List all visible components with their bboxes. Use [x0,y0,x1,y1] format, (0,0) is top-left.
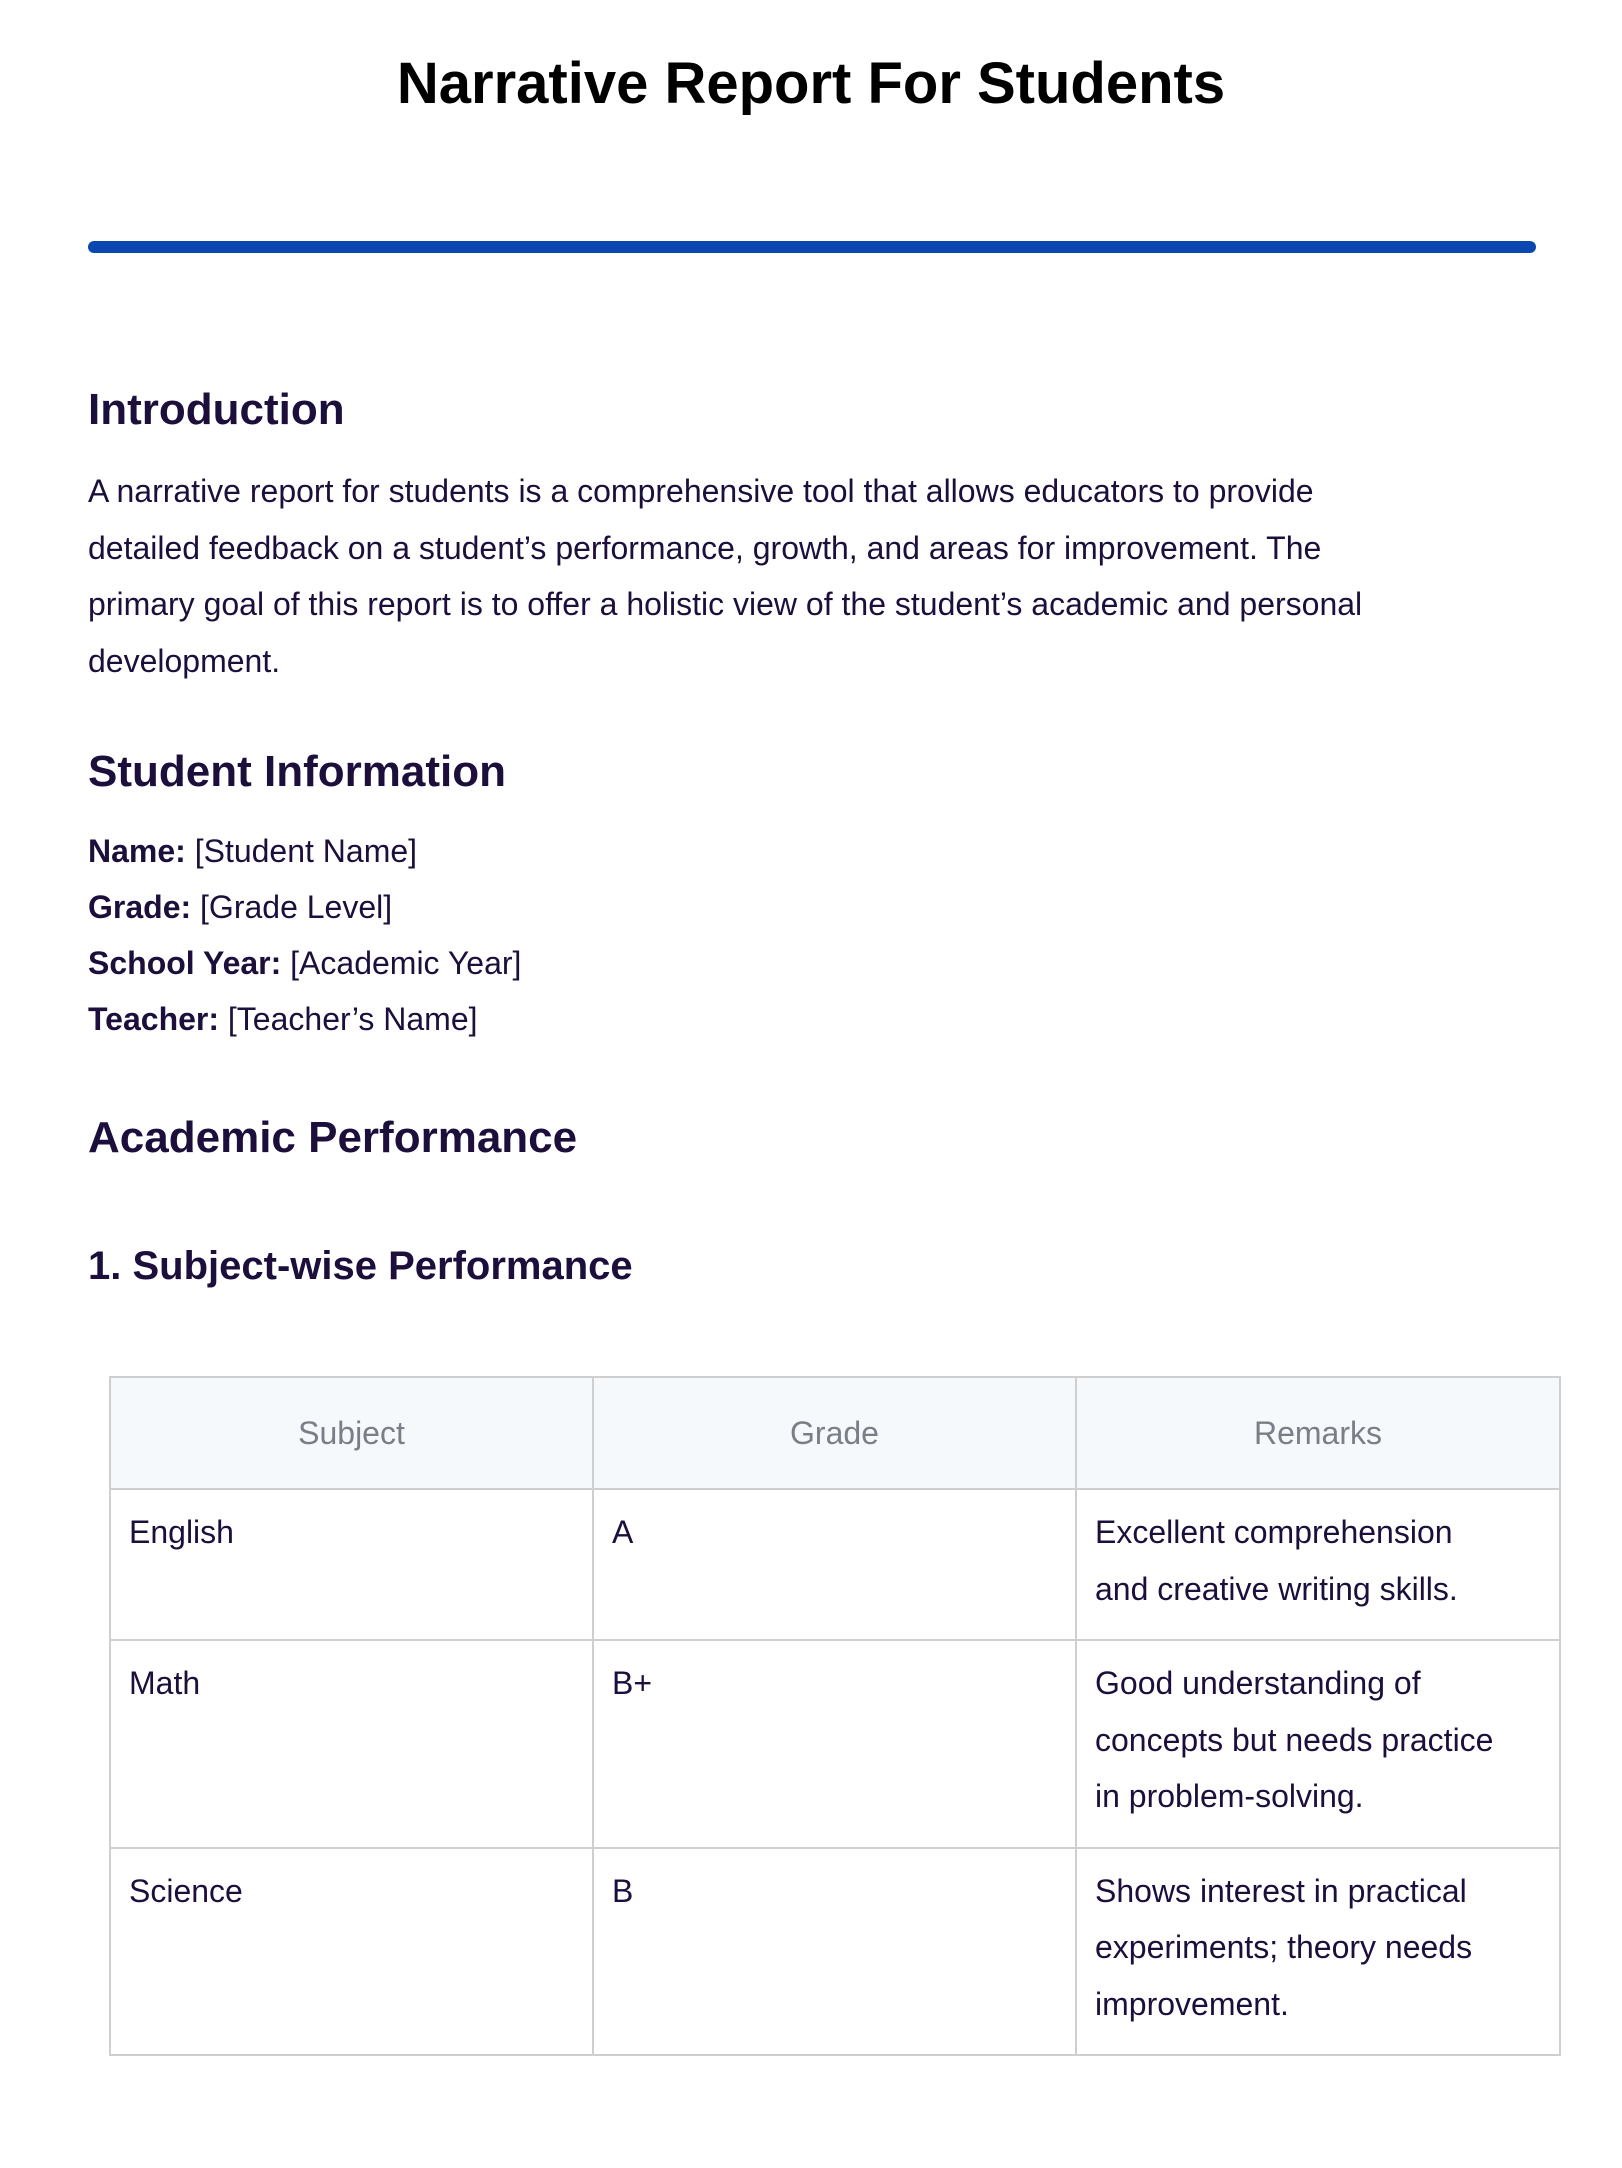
student-information-section [88,742,1538,1047]
student-info-list [88,823,1538,1047]
student-name-line [88,823,1538,879]
field-label: Name: [88,833,186,869]
school-year-line [88,935,1538,991]
subject-cell: English [110,1489,593,1640]
remarks-line: and creative writing skills. [1095,1570,1458,1607]
paragraph-line: A narrative report for students is a comprehensive tool that allows educators to provide [88,473,1314,509]
remarks-line: experiments; theory needs [1095,1929,1473,1965]
remarks-line: concepts but needs practice [1095,1721,1494,1758]
grade-cell: B+ [593,1640,1076,1848]
remarks-cell [1076,1640,1560,1848]
grade-cell: A [593,1489,1076,1640]
document-content [88,380,1538,2056]
paragraph-line: development. [88,642,281,679]
grade-cell: B [593,1848,1076,2056]
field-value: [Student Name] [194,833,418,869]
column-header-grade: Grade [593,1377,1076,1489]
academic-performance-section [88,1108,1538,2056]
table-row [110,1489,1560,1640]
remarks-line: in problem-solving. [1095,1778,1364,1814]
remarks-line: Excellent comprehension [1095,1514,1453,1550]
field-label: Grade: [88,889,192,925]
remarks-line: improvement. [1095,1985,1289,2022]
field-value: [Academic Year] [290,945,522,981]
title-divider [88,241,1536,253]
student-information-heading: Student Information [88,747,506,796]
remarks-cell [1076,1489,1560,1640]
remarks-line: Good understanding of [1095,1665,1421,1701]
remarks-line: Shows interest in practical [1095,1872,1467,1909]
table-row [110,1848,1560,2056]
subject-cell: Science [110,1848,593,2056]
student-grade-line [88,879,1538,935]
paragraph-line: detailed feedback on a student’s performance, growth, and areas for improvement. The [88,529,1322,566]
paragraph-line: primary goal of this report is to offer a holistic view of the student’s academic and personal [88,586,1363,622]
column-header-subject: Subject [110,1377,593,1489]
remarks-cell [1076,1848,1560,2056]
subject-performance-table [109,1376,1561,2056]
academic-performance-heading: Academic Performance [88,1113,578,1162]
table-header-row [110,1377,1560,1489]
field-value: [Grade Level] [200,889,393,925]
table-row [110,1640,1560,1848]
field-label: Teacher: [88,1001,220,1037]
field-value: [Teacher’s Name] [227,1001,478,1037]
subject-cell: Math [110,1640,593,1848]
subject-performance-heading: 1. Subject-wise Performance [88,1244,633,1288]
introduction-paragraph [88,463,1538,689]
field-label: School Year: [88,945,282,981]
introduction-section [88,380,1538,689]
column-header-remarks: Remarks [1076,1377,1560,1489]
teacher-line [88,991,1538,1047]
introduction-heading: Introduction [88,385,345,434]
document-title: Narrative Report For Students [396,51,1226,116]
